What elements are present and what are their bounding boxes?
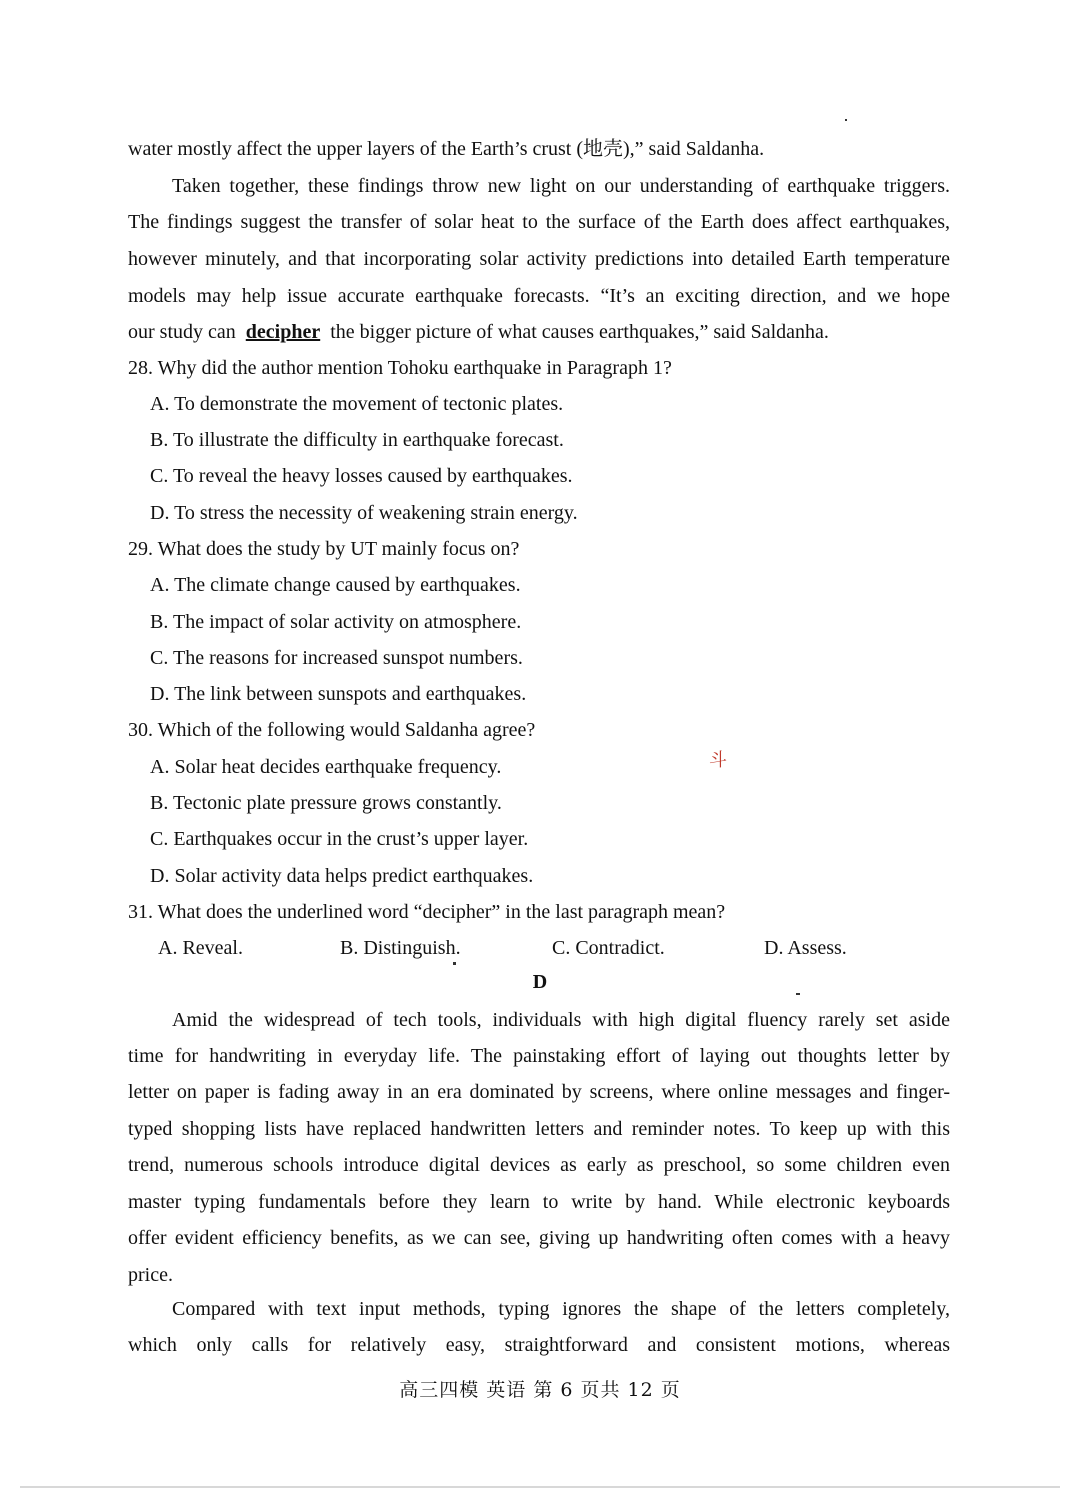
question-stem: 31. What does the underlined word “decipher” in the last paragraph mean? [128,901,726,923]
paragraph-line: price. [128,1264,173,1286]
line-text: our study can [128,321,236,343]
paragraph-line: time for handwriting in everyday life. The painstaking effort of laying out thoughts letter by [128,1045,950,1067]
question-option: B. Tectonic plate pressure grows constantly. [150,792,502,814]
question-option: C. Contradict. [552,937,665,959]
paragraph-line: which only calls for relatively easy, straightforward and consistent motions, whereas [128,1334,950,1356]
scan-speck [796,993,800,995]
question-option: B. To illustrate the difficulty in earthquake forecast. [150,429,564,451]
question-option: A. Reveal. [158,937,243,959]
paragraph-line [128,319,950,345]
line-text: the bigger picture of what causes earthquakes,” said Saldanha. [330,321,829,343]
paragraph-line: offer evident efficiency benefits, as we can see, giving up handwriting often comes with a heavy [128,1227,950,1249]
paragraph-line: Amid the widespread of tech tools, individuals with high digital fluency rarely set aside [172,1009,950,1031]
section-heading: D [532,971,548,993]
scan-speck [453,962,456,965]
paragraph-line: trend, numerous schools introduce digital devices as early as preschool, so some children even [128,1154,950,1176]
paragraph-line: The findings suggest the transfer of solar heat to the surface of the Earth does affect earthquakes, [128,211,950,233]
handwritten-mark: 斗 [709,750,727,770]
question-option: A. The climate change caused by earthquakes. [150,574,521,596]
paragraph-line: Taken together, these findings throw new light on our understanding of earthquake triggers. [172,175,950,197]
question-option: D. Assess. [764,937,847,959]
paragraph-line: Compared with text input methods, typing ignores the shape of the letters completely, [172,1298,950,1320]
paragraph-line: typed shopping lists have replaced handwritten letters and reminder notes. To keep up with this [128,1118,950,1140]
page-bottom-edge [20,1486,1060,1488]
question-stem: 30. Which of the following would Saldanha agree? [128,719,536,741]
question-stem: 28. Why did the author mention Tohoku earthquake in Paragraph 1? [128,357,672,379]
question-option: D. To stress the necessity of weakening strain energy. [150,502,578,524]
question-option: D. The link between sunspots and earthquakes. [150,683,527,705]
question-option: C. To reveal the heavy losses caused by earthquakes. [150,465,573,487]
page-footer: 高三四模 英语 第 6 页共 12 页 [399,1379,681,1401]
paragraph-line: letter on paper is fading away in an era dominated by screens, where online messages and finger- [128,1081,950,1103]
underlined-word: decipher [245,321,321,343]
scan-speck [845,119,847,121]
question-stem: 29. What does the study by UT mainly focus on? [128,538,520,560]
question-option: B. The impact of solar activity on atmosphere. [150,611,522,633]
question-option: A. Solar heat decides earthquake frequency. [150,756,502,778]
question-option: C. Earthquakes occur in the crust’s upper layer. [150,828,529,850]
question-option: B. Distinguish. [340,937,461,959]
question-option: D. Solar activity data helps predict earthquakes. [150,865,534,887]
question-option: A. To demonstrate the movement of tectonic plates. [150,393,564,415]
paragraph-line: however minutely, and that incorporating solar activity predictions into detailed Earth temperature [128,248,950,270]
question-option: C. The reasons for increased sunspot numbers. [150,647,523,669]
paragraph-line: water mostly affect the upper layers of the Earth’s crust (地壳),” said Saldanha. [128,138,765,160]
paragraph-line: master typing fundamentals before they learn to write by hand. While electronic keyboards [128,1191,950,1213]
paragraph-line: models may help issue accurate earthquake forecasts. “It’s an exciting direction, and we hope [128,285,950,307]
